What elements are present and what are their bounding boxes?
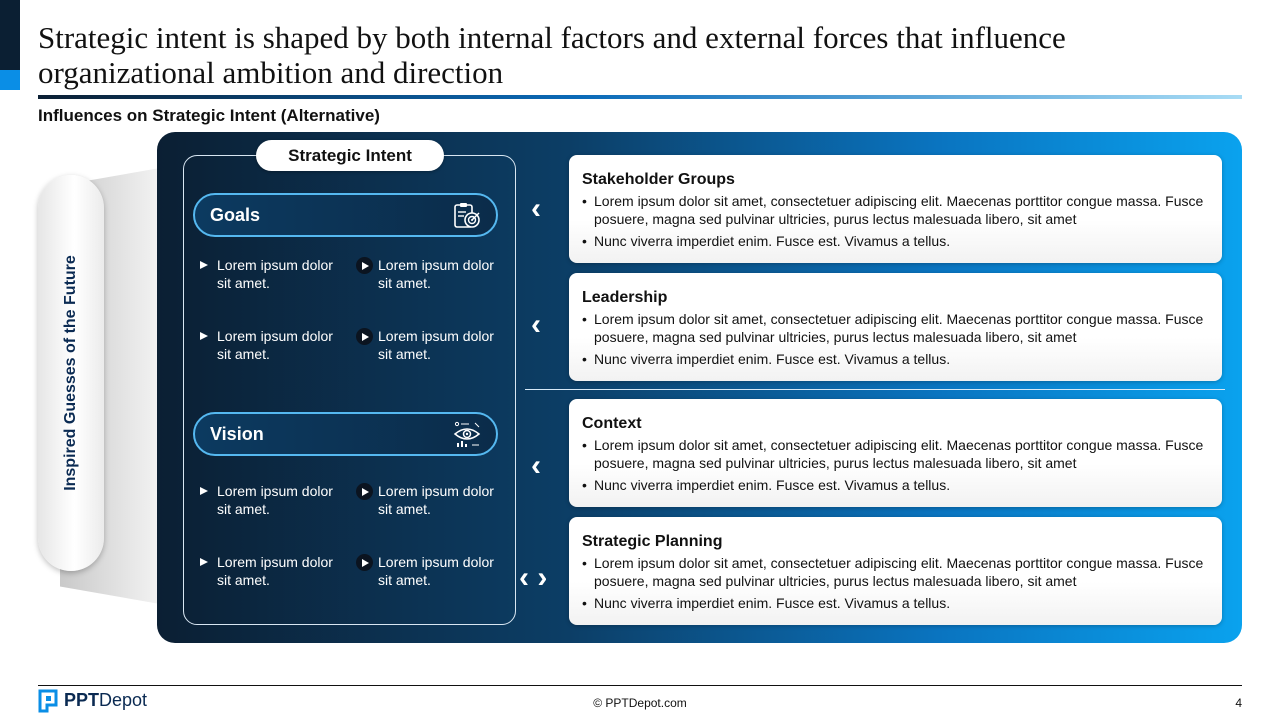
play-circle-icon bbox=[356, 257, 373, 274]
card-leadership bbox=[569, 273, 1222, 381]
card-context bbox=[569, 399, 1222, 507]
triangle-bullet-icon bbox=[200, 332, 208, 340]
card-bullets bbox=[582, 436, 1212, 498]
title-underline bbox=[38, 95, 1242, 99]
card-title: Context bbox=[582, 415, 642, 432]
triangle-bullet-icon bbox=[200, 261, 208, 269]
slide-title: Strategic intent is shaped by both internal factors and external forces that influence organizational ambition and direction bbox=[38, 20, 1066, 90]
goals-title: Goals bbox=[210, 205, 261, 225]
list-item: • Nunc viverra imperdiet enim. Fusce est. Vivamus a tellus. bbox=[582, 350, 1212, 368]
corner-accent-dark bbox=[0, 0, 20, 70]
strategic-intent-label: Strategic Intent bbox=[256, 140, 444, 171]
list-item: • Nunc viverra imperdiet enim. Fusce est. Vivamus a tellus. bbox=[582, 476, 1212, 494]
card-bullets bbox=[582, 554, 1212, 616]
play-circle-icon bbox=[356, 483, 373, 500]
pptdepot-logo-icon bbox=[38, 689, 58, 713]
goals-header bbox=[193, 193, 498, 237]
eye-vision-icon bbox=[452, 420, 482, 450]
triangle-bullet-icon bbox=[200, 558, 208, 566]
footer-rule bbox=[38, 685, 1242, 686]
slide-subtitle: Influences on Strategic Intent (Alternative) bbox=[38, 106, 380, 125]
card-title: Strategic Planning bbox=[582, 533, 723, 550]
chevron-left-right-icon: ‹ › bbox=[519, 561, 548, 594]
card-bullets bbox=[582, 192, 1212, 254]
list-item: • Lorem ipsum dolor sit amet, consectetuer adipiscing elit. Maecenas porttitor congue massa. Fusce posuere, magna sed pulvinar ultricies, purus lectus malesuada libero, sit amet bbox=[582, 310, 1212, 346]
chevron-left-icon: ‹ bbox=[531, 192, 541, 225]
card-title: Leadership bbox=[582, 289, 668, 306]
play-circle-icon bbox=[356, 554, 373, 571]
card-title: Stakeholder Groups bbox=[582, 171, 735, 188]
target-clipboard-icon bbox=[452, 201, 482, 231]
section-divider bbox=[525, 389, 1225, 390]
footer-logo: PPTDepot bbox=[64, 690, 148, 710]
vision-header bbox=[193, 412, 498, 456]
page-number: 4 bbox=[1235, 696, 1242, 710]
card-bullets bbox=[582, 310, 1212, 372]
side-label: Inspired Guesses of the Future bbox=[62, 255, 79, 491]
vision-title: Vision bbox=[210, 424, 264, 444]
list-item: • Lorem ipsum dolor sit amet, consectetuer adipiscing elit. Maecenas porttitor congue massa. Fusce posuere, magna sed pulvinar ultricies, purus lectus malesuada libero, sit amet bbox=[582, 554, 1212, 590]
card-stakeholder-groups bbox=[569, 155, 1222, 263]
list-item: • Lorem ipsum dolor sit amet, consectetuer adipiscing elit. Maecenas porttitor congue massa. Fusce posuere, magna sed pulvinar ultricies, purus lectus malesuada libero, sit amet bbox=[582, 436, 1212, 472]
play-circle-icon bbox=[356, 328, 373, 345]
card-strategic-planning bbox=[569, 517, 1222, 625]
corner-accent-blue bbox=[0, 70, 20, 90]
list-item: • Lorem ipsum dolor sit amet, consectetuer adipiscing elit. Maecenas porttitor congue massa. Fusce posuere, magna sed pulvinar ultricies, purus lectus malesuada libero, sit amet bbox=[582, 192, 1212, 228]
list-item: • Nunc viverra imperdiet enim. Fusce est. Vivamus a tellus. bbox=[582, 232, 1212, 250]
triangle-bullet-icon bbox=[200, 487, 208, 495]
chevron-left-icon: ‹ bbox=[531, 308, 541, 341]
chevron-left-icon: ‹ bbox=[531, 449, 541, 482]
list-item: • Nunc viverra imperdiet enim. Fusce est. Vivamus a tellus. bbox=[582, 594, 1212, 612]
footer-copyright: © PPTDepot.com bbox=[593, 696, 687, 710]
